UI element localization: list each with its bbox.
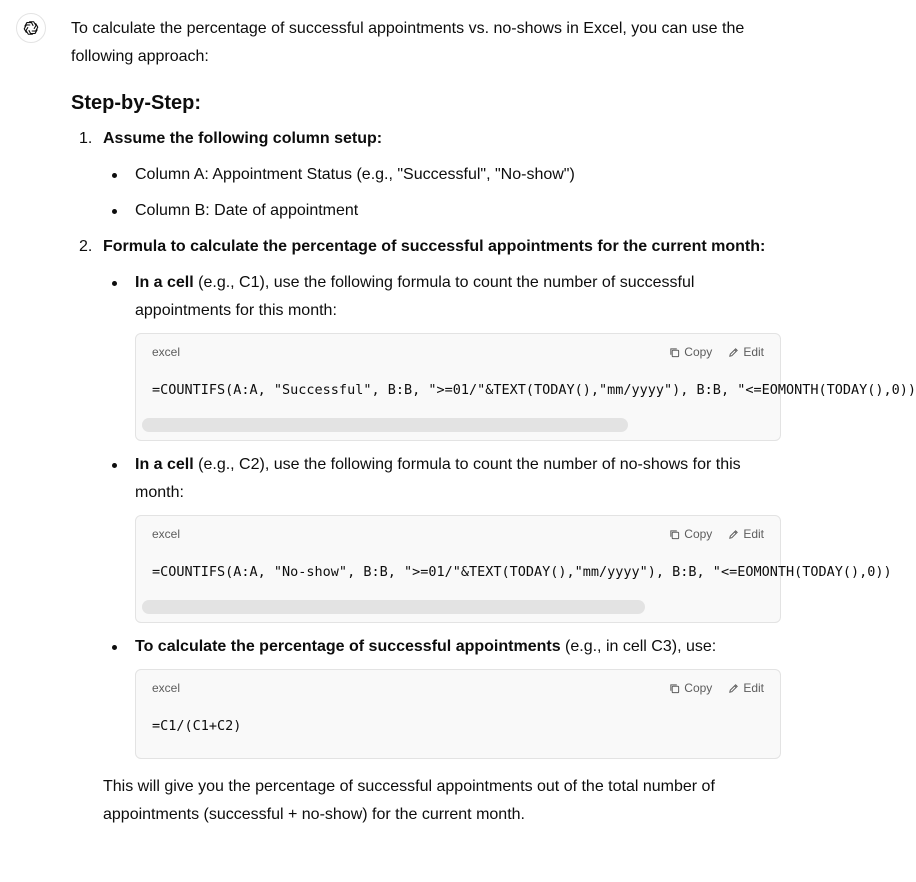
bullet-rest: (e.g., C1), use the following formula to count the number of successful appointments for this month: — [135, 274, 695, 319]
edit-label: Edit — [743, 527, 764, 541]
copy-icon — [669, 529, 680, 540]
code-content[interactable]: =C1/(C1+C2) — [152, 718, 242, 734]
bullet-rest: (e.g., in cell C3), use: — [560, 638, 717, 655]
step-title: Formula to calculate the percentage of successful appointments for the current month: — [103, 238, 766, 255]
bullet-bold: In a cell — [135, 456, 194, 473]
horizontal-scrollbar[interactable] — [142, 600, 645, 614]
intro-paragraph: To calculate the percentage of successful appointments vs. no-shows in Excel, you can use the following approach: — [71, 20, 745, 65]
code-block — [135, 669, 781, 759]
code-block — [135, 515, 892, 623]
code-block — [135, 333, 916, 441]
code-actions — [669, 338, 764, 366]
copy-label: Copy — [684, 681, 713, 695]
bullet-text — [135, 633, 783, 661]
edit-button[interactable] — [728, 674, 764, 702]
bullet-item — [103, 451, 892, 623]
step-item — [71, 233, 916, 829]
outro-paragraph: This will give you the percentage of successful appointments out of the total number of appointments (successful + no-show) for the current month. — [103, 778, 715, 823]
copy-label: Copy — [684, 527, 713, 541]
pencil-icon — [728, 529, 739, 540]
copy-button[interactable] — [669, 520, 712, 548]
code-actions — [669, 674, 764, 702]
step-number: 1. — [79, 130, 93, 147]
bullet-item: Column A: Appointment Status (e.g., "Successful", "No-show") — [103, 161, 783, 189]
bullet-text — [135, 451, 783, 507]
pencil-icon — [728, 347, 739, 358]
bullet-rest: (e.g., C2), use the following formula to count the number of no-shows for this month: — [135, 456, 741, 501]
copy-button[interactable] — [669, 674, 712, 702]
step-number: 2. — [79, 238, 93, 255]
code-language: excel — [152, 345, 181, 359]
bullet-item — [103, 633, 783, 759]
code-content[interactable]: =COUNTIFS(A:A, "Successful", B:B, ">=01/"&TEXT(TODAY(),"mm/yyyy"), B:B, "<=EOMONTH(TODAY(),0)) — [152, 382, 916, 398]
bullet-bold: To calculate the percentage of successful appointments — [135, 638, 561, 655]
edit-label: Edit — [743, 681, 764, 695]
code-header — [136, 334, 780, 370]
bullet-bold: In a cell — [135, 274, 194, 291]
horizontal-scrollbar[interactable] — [142, 418, 628, 432]
code-content[interactable]: =COUNTIFS(A:A, "No-show", B:B, ">=01/"&TEXT(TODAY(),"mm/yyyy"), B:B, "<=EOMONTH(TODAY(),0)) — [152, 564, 892, 580]
bullet-list — [103, 269, 916, 759]
code-actions — [669, 520, 764, 548]
code-header — [136, 516, 780, 552]
step-title: Assume the following column setup: — [103, 130, 383, 147]
code-header — [136, 670, 780, 706]
bullet-item: Column B: Date of appointment — [103, 197, 783, 225]
section-heading: Step-by-Step: — [71, 92, 201, 114]
step-item — [71, 125, 783, 225]
copy-button[interactable] — [669, 338, 712, 366]
copy-icon — [669, 683, 680, 694]
edit-button[interactable] — [728, 520, 764, 548]
pencil-icon — [728, 683, 739, 694]
bullet-list — [103, 161, 783, 225]
bullet-item — [103, 269, 916, 441]
copy-icon — [669, 347, 680, 358]
edit-label: Edit — [743, 345, 764, 359]
code-language: excel — [152, 681, 181, 695]
bullet-text — [135, 269, 783, 325]
code-language: excel — [152, 527, 181, 541]
openai-logo-icon — [21, 18, 41, 38]
edit-button[interactable] — [728, 338, 764, 366]
copy-label: Copy — [684, 345, 713, 359]
message-content — [71, 15, 916, 829]
assistant-avatar — [16, 13, 46, 43]
